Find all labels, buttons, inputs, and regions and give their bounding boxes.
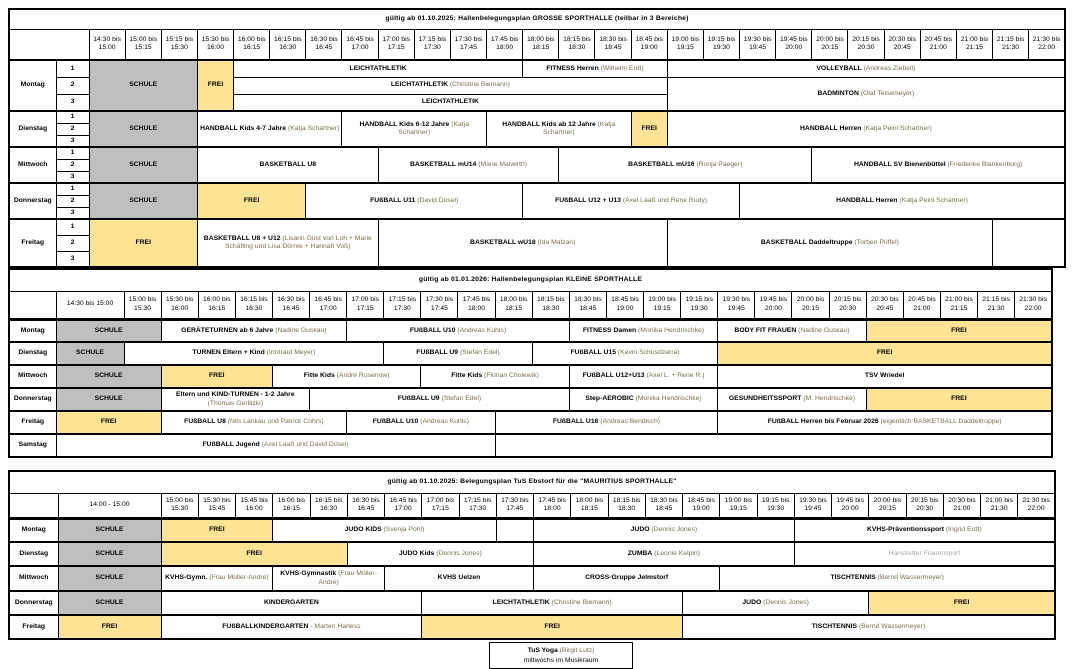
area-number: 3: [56, 135, 89, 147]
day-label: Dienstag: [9, 342, 56, 365]
schedule-cell: SCHULE: [58, 518, 161, 542]
schedule-cell: HANDBALL Kids 4-7 Jahre (Katja Schartner): [197, 111, 342, 147]
schedule-cell: BASKETBALL U8 + U12 (Lisann Gust von Loh + Marie Schäfling und Lisa Dörnte + Hannah Voß): [197, 219, 378, 267]
time-header-cell: 16:45 bis 17:00: [310, 291, 347, 319]
schedule-cell: KINDERGARTEN: [161, 591, 422, 615]
time-header-cell: 15:00 bis 15:15: [125, 29, 161, 60]
schedule-cell: FUßBALL U8 (Nils Lankau und Patrick Cohrs): [161, 411, 347, 434]
time-header-cell: 15:45 bis 16:00: [236, 493, 273, 518]
time-header-cell: 18:00 bis 18:15: [571, 493, 608, 518]
schedule-cell: FREI: [197, 183, 305, 219]
schedule-cell: Hanstedter Frauensport: [794, 542, 1055, 566]
area-number: 3: [56, 251, 89, 267]
schedule-cell: LEICHTATHLETIK: [234, 94, 668, 111]
area-number: 1: [56, 147, 89, 159]
schedule-cell: KVHS-Gymn. (Frau Müller-Andre): [161, 566, 273, 591]
header-corner: [9, 29, 89, 60]
time-header-cell: 19:45 bis 20:00: [776, 29, 812, 60]
schedule-cell: BASKETBALL Daddeltruppe (Torben Püffel): [667, 219, 992, 267]
time-header-cell: 21:00 bis 21:15: [940, 291, 977, 319]
schedule-cell: GERÄTETURNEN ab 6 Jahre (Nadine Guskau): [161, 319, 347, 342]
schedule-cell: FUßBALL U10 (Andreas Kuhls): [347, 411, 495, 434]
schedule-cell: SCHULE: [89, 60, 197, 111]
schedule-cell: JUDO Kids (Dennis Jones): [347, 542, 533, 566]
time-header-cell: 20:45 bis 21:00: [920, 29, 956, 60]
day-label: Montag: [9, 319, 56, 342]
time-header-cell: 15:30 bis 16:00: [197, 29, 233, 60]
schedule-cell: BASKETBALL mU14 (Marie Maiwirth): [378, 147, 559, 183]
day-label: Mittwoch: [9, 147, 56, 183]
schedule-cell: [993, 219, 1065, 267]
schedule-cell: KVHS-Gymnastik (Frau Müller-Andre): [273, 566, 385, 591]
time-header-cell: 20:15 bis 20:30: [906, 493, 943, 518]
time-header-cell: 20:30 bis 21:00: [943, 493, 980, 518]
time-header-cell: 21:15 bis 21:30: [978, 291, 1015, 319]
schedule-cell: TSV Wriedel: [718, 365, 1052, 388]
schedule-cell: BASKETBALL U8: [197, 147, 378, 183]
area-number: 2: [56, 235, 89, 251]
schedule-cell: HANDBALL Herren (Katja Peinl Schartner): [667, 111, 1065, 147]
schedule-cell: Fitte Kids (Florian Cholewik): [421, 365, 569, 388]
time-header-cell: 15:15 bis 15:30: [161, 29, 197, 60]
day-label: Mittwoch: [9, 566, 58, 591]
time-header-cell: 20:30 bis 20:45: [866, 291, 903, 319]
schedule-cell: [496, 518, 533, 542]
time-header-cell: 16:00 bis 16:15: [234, 29, 270, 60]
time-header-cell: 20:00 bis 20:15: [792, 291, 829, 319]
schedule-cell: BASKETBALL mU16 (Ronja Paeger): [559, 147, 812, 183]
schedule-cell: FREI: [58, 615, 161, 639]
time-header-cell: 15:30 bis 16:00: [161, 291, 198, 319]
schedule-cell: [495, 434, 1052, 457]
schedule-cell: TISCHTENNIS (Bernd Wassermeyer): [720, 566, 1055, 591]
time-header-cell: 17:45 bis 18:00: [487, 29, 523, 60]
area-number: 1: [56, 183, 89, 195]
area-number: 3: [56, 171, 89, 183]
time-header-cell: 18:15 bis 18:30: [559, 29, 595, 60]
schedule-grosse-sporthalle: [8, 8, 1066, 268]
schedule-cell: FUßBALL U10 (Andreas Kuhls): [347, 319, 570, 342]
time-header-cell: 18:15 bis 18:30: [532, 291, 569, 319]
schedule-cell: FUßBALLKINDERGARTEN - Marten Harless: [161, 615, 422, 639]
time-header-cell: 18:45 bis 19:00: [631, 29, 667, 60]
yoga-note-line1: TuS Yoga (Birgit Lutz): [527, 646, 595, 654]
schedule-cell: TURNEN Eltern + Kind (Irmtraut Meyer): [124, 342, 384, 365]
schedule-cell: KVHS-Präventionssport (Ingrid Erdt): [794, 518, 1055, 542]
time-header-cell: 16:15 bis 16:30: [310, 493, 347, 518]
time-header-cell: 20:15 bis 20:30: [829, 291, 866, 319]
time-header-cell: 16:45 bis 17:00: [385, 493, 422, 518]
area-number: 2: [56, 159, 89, 171]
time-header-cell: 19:15 bis 19:30: [703, 29, 739, 60]
schedule-cell: FREI: [56, 411, 161, 434]
schedule-cell: FREI: [718, 342, 1052, 365]
day-label: Freitag: [9, 219, 56, 267]
schedule-cell: HANDBALL Kids 6-12 Jahre (Katja Schartner): [342, 111, 487, 147]
time-header-cell: 20:30 bis 20:45: [884, 29, 920, 60]
schedule-cell: FUßBALL U12 + U13 (Axel Laaß und Rene Rudy): [523, 183, 740, 219]
schedule-cell: VOLLEYBALL (Andreas Ziebell): [667, 60, 1065, 77]
day-label: Freitag: [9, 411, 56, 434]
schedule-cell: FUßBALL U15 (Kevin Schusdzarra): [532, 342, 718, 365]
time-header-cell: 19:15 bis 19:30: [757, 493, 794, 518]
schedule-cell: SCHULE: [58, 566, 161, 591]
time-header-cell: 17:00 bis 17:15: [347, 291, 384, 319]
schedule-cell: FREI: [161, 365, 272, 388]
time-header-cell: 17:15 bis 17:30: [414, 29, 450, 60]
schedule-cell: FUßBALL U11 (David Düsel): [306, 183, 523, 219]
schedule-cell: SCHULE: [56, 342, 124, 365]
schedule-cell: Eltern und KIND-TURNEN - 1-2 Jahre (Thomas Gerlitzki): [161, 388, 309, 411]
area-number: 1: [56, 219, 89, 235]
time-header-cell: 20:00 bis 20:15: [869, 493, 906, 518]
schedule-cell: JUDO (Dennis Jones): [534, 518, 795, 542]
time-header-cell: 17:45 bis 18:00: [534, 493, 571, 518]
header-corner: [9, 291, 56, 319]
area-number: 1: [56, 111, 89, 123]
time-header-cell: 17:45 bis 18:00: [458, 291, 495, 319]
day-label: Dienstag: [9, 111, 56, 147]
day-label: Freitag: [9, 615, 58, 639]
header-corner: [9, 493, 58, 518]
schedule-cell: FREI: [631, 111, 667, 147]
schedule-mauritius-sporthalle: [8, 470, 1056, 640]
time-header-cell: 17:30 bis 17:45: [450, 29, 486, 60]
area-number: 2: [56, 77, 89, 94]
schedule-cell: SCHULE: [58, 542, 161, 566]
schedule-cell: FUßBALL U12+U13 (Axel L. + Rene R.): [569, 365, 717, 388]
time-header-cell: 16:30 bis 16:45: [272, 291, 309, 319]
time-header-cell: 19:30 bis 19:45: [718, 291, 755, 319]
time-header-cell: 21:00 bis 21:30: [981, 493, 1018, 518]
schedule-cell: FUßBALL Herren bis Februar 2026 (eigentlich BASKETBALL Daddeltruppe): [718, 411, 1052, 434]
time-header-cell: 18:30 bis 18:45: [645, 493, 682, 518]
schedule-cell: FREI: [422, 615, 683, 639]
day-label: Montag: [9, 518, 58, 542]
schedule-cell: SCHULE: [89, 111, 197, 147]
schedule-cell: FUßBALL U16 (Andreas Bendisch): [495, 411, 718, 434]
schedule-cell: HANDBALL SV Bienenbüttel (Friederike Blankenburg): [812, 147, 1065, 183]
day-label: Mittwoch: [9, 365, 56, 388]
schedule-table-kleine: [8, 268, 1053, 458]
schedule-cell: FREI: [866, 388, 1052, 411]
schedule-cell: FREI: [866, 319, 1052, 342]
yoga-note: [489, 642, 633, 669]
schedule-cell: Step-AEROBIC (Monika Hendrischke): [569, 388, 717, 411]
time-header-cell: 18:00 bis 18:15: [495, 291, 532, 319]
table-title: gültig ab 01.10.2025: Belegungsplan TuS Ebstorf für die "MAURITIUS SPORTHALLE": [9, 471, 1055, 493]
schedule-cell: FUßBALL Jugend (Axel Laaß und David Düsel): [56, 434, 495, 457]
time-header-cell: 18:15 bis 18:30: [608, 493, 645, 518]
schedule-cell: CROSS-Gruppe Jelmstorf: [534, 566, 720, 591]
time-header-cell: 18:45 bis 19:00: [683, 493, 720, 518]
time-header-cell: 19:00 bis 19:15: [720, 493, 757, 518]
schedule-cell: HANDBALL Herren (Katja Peinl Schartner): [740, 183, 1065, 219]
schedule-cell: JUDO (Dennis Jones): [683, 591, 869, 615]
schedule-cell: FREI: [161, 518, 273, 542]
schedule-cell: FUßBALL U9 (Stefan Edel): [384, 342, 532, 365]
area-number: 2: [56, 123, 89, 135]
table-title: gültig ab 01.10.2025: Hallenbelegungsplan GROSSE SPORTHALLE (teilbar in 3 Bereiche): [9, 9, 1065, 29]
time-header-cell: 21:30 bis 22:00: [1029, 29, 1065, 60]
schedule-cell: JUDO KIDS (Svenja Pohl): [273, 518, 497, 542]
area-number: 3: [56, 94, 89, 111]
time-header-cell: 20:45 bis 21:00: [903, 291, 940, 319]
schedule-kleine-sporthalle: [8, 268, 1053, 458]
schedule-cell: LEICHTATHLETIK (Christine Biemann): [234, 77, 668, 94]
schedule-cell: BODY FIT FRAUEN (Nadine Guskau): [718, 319, 866, 342]
time-header-cell: 15:30 bis 15:45: [198, 493, 235, 518]
time-header-cell: 21:15 bis 21:30: [993, 29, 1029, 60]
area-number: 3: [56, 207, 89, 219]
schedule-cell: FREI: [161, 542, 347, 566]
schedule-cell: GESUNDHEITSSPORT (M. Hendrischke): [718, 388, 866, 411]
time-header-cell: 18:30 bis 18:45: [569, 291, 606, 319]
day-label: Donnerstag: [9, 183, 56, 219]
table-title: gültig ab 01.01.2026: Hallenbelegungsplan KLEINE SPORTHALLE: [9, 269, 1052, 291]
time-header-cell: 21:30 bis 22:00: [1015, 291, 1052, 319]
time-header-cell: 18:45 bis 19:00: [606, 291, 643, 319]
time-header-cell: 16:00 bis 16:15: [198, 291, 235, 319]
schedule-cell: TISCHTENNIS (Bernd Wassermeyer): [683, 615, 1056, 639]
time-header-cell: 16:00 bis 16:15: [273, 493, 310, 518]
time-header-cell: 19:00 bis 19:15: [667, 29, 703, 60]
schedule-cell: LEICHTATHLETIK: [234, 60, 523, 77]
schedule-cell: SCHULE: [58, 591, 161, 615]
time-header-cell: 17:15 bis 17:30: [384, 291, 421, 319]
day-label: Donnerstag: [9, 591, 58, 615]
time-header-cell: 19:45 bis 20:00: [832, 493, 869, 518]
day-label: Dienstag: [9, 542, 58, 566]
time-header-cell: 19:15 bis 19:30: [681, 291, 718, 319]
time-header-cell: 14:30 bis 15:00: [89, 29, 125, 60]
time-header-cell: 18:00 bis 18:15: [523, 29, 559, 60]
schedule-cell: FREI: [89, 219, 197, 267]
schedule-cell: SCHULE: [56, 388, 161, 411]
schedule-cell: SCHULE: [89, 183, 197, 219]
schedule-cell: KVHS Uelzen: [385, 566, 534, 591]
schedule-cell: Fitte Kids (André Rosenow): [272, 365, 420, 388]
schedule-table-grosse: [8, 8, 1066, 268]
schedule-cell: FREI: [869, 591, 1055, 615]
area-number: 1: [56, 60, 89, 77]
schedule-cell: FITNESS Herren (Wilhelm Erdt): [523, 60, 668, 77]
schedule-cell: ZUMBA (Leonie Kelpin): [534, 542, 795, 566]
time-header-cell: 18:30 bis 18:45: [595, 29, 631, 60]
time-header-cell: 20:00 bis 20:15: [812, 29, 848, 60]
time-header-cell: 16:30 bis 16:45: [347, 493, 384, 518]
schedule-cell: FREI: [197, 60, 233, 111]
day-label: Samstag: [9, 434, 56, 457]
day-label: Montag: [9, 60, 56, 111]
time-header-cell: 19:00 bis 19:15: [644, 291, 681, 319]
time-header-cell: 14:30 bis 15:00: [56, 291, 124, 319]
schedule-cell: LEICHTATHLETIK (Christine Biemann): [422, 591, 683, 615]
time-header-cell: 17:30 bis 17:45: [496, 493, 533, 518]
yoga-note-line2: mittwochs im Musikraum: [523, 656, 599, 664]
time-header-cell: 17:00 bis 17:15: [378, 29, 414, 60]
schedule-cell: FITNESS Damen (Monika Hendrischke): [569, 319, 717, 342]
time-header-cell: 15:00 bis 15:30: [161, 493, 198, 518]
day-label: Donnerstag: [9, 388, 56, 411]
time-header-cell: 19:30 bis 19:45: [740, 29, 776, 60]
time-header-cell: 19:45 bis 20:00: [755, 291, 792, 319]
time-header-cell: 16:30 bis 16:45: [306, 29, 342, 60]
time-header-cell: 21:30 bis 22:00: [1018, 493, 1055, 518]
schedule-cell: SCHULE: [89, 147, 197, 183]
time-header-cell: 17:00 bis 17:15: [422, 493, 459, 518]
time-header-cell: 14:00 - 15:00: [58, 493, 161, 518]
time-header-cell: 15:00 bis 15:30: [124, 291, 161, 319]
time-header-cell: 20:15 bis 20:30: [848, 29, 884, 60]
area-number: 2: [56, 195, 89, 207]
schedule-cell: BADMINTON (Olaf Telsemeyer): [667, 77, 1065, 111]
time-header-cell: 16:15 bis 16:30: [270, 29, 306, 60]
time-header-cell: 16:45 bis 17:00: [342, 29, 378, 60]
time-header-cell: 17:30 bis 17:45: [421, 291, 458, 319]
schedule-cell: HANDBALL Kids ab 12 Jahre (Katja Schartner): [487, 111, 632, 147]
time-header-cell: 21:00 bis 21:15: [956, 29, 992, 60]
schedule-cell: FUßBALL U9 (Stefan Edel): [310, 388, 570, 411]
schedule-cell: SCHULE: [56, 319, 161, 342]
schedule-table-mauritius: [8, 470, 1056, 640]
time-header-cell: 17:15 bis 17:30: [459, 493, 496, 518]
time-header-cell: 16:15 bis 16:30: [235, 291, 272, 319]
schedule-cell: BASKETBALL wU18 (Ida Malzan): [378, 219, 667, 267]
time-header-cell: 19:30 bis 19:45: [794, 493, 831, 518]
schedule-cell: SCHULE: [56, 365, 161, 388]
